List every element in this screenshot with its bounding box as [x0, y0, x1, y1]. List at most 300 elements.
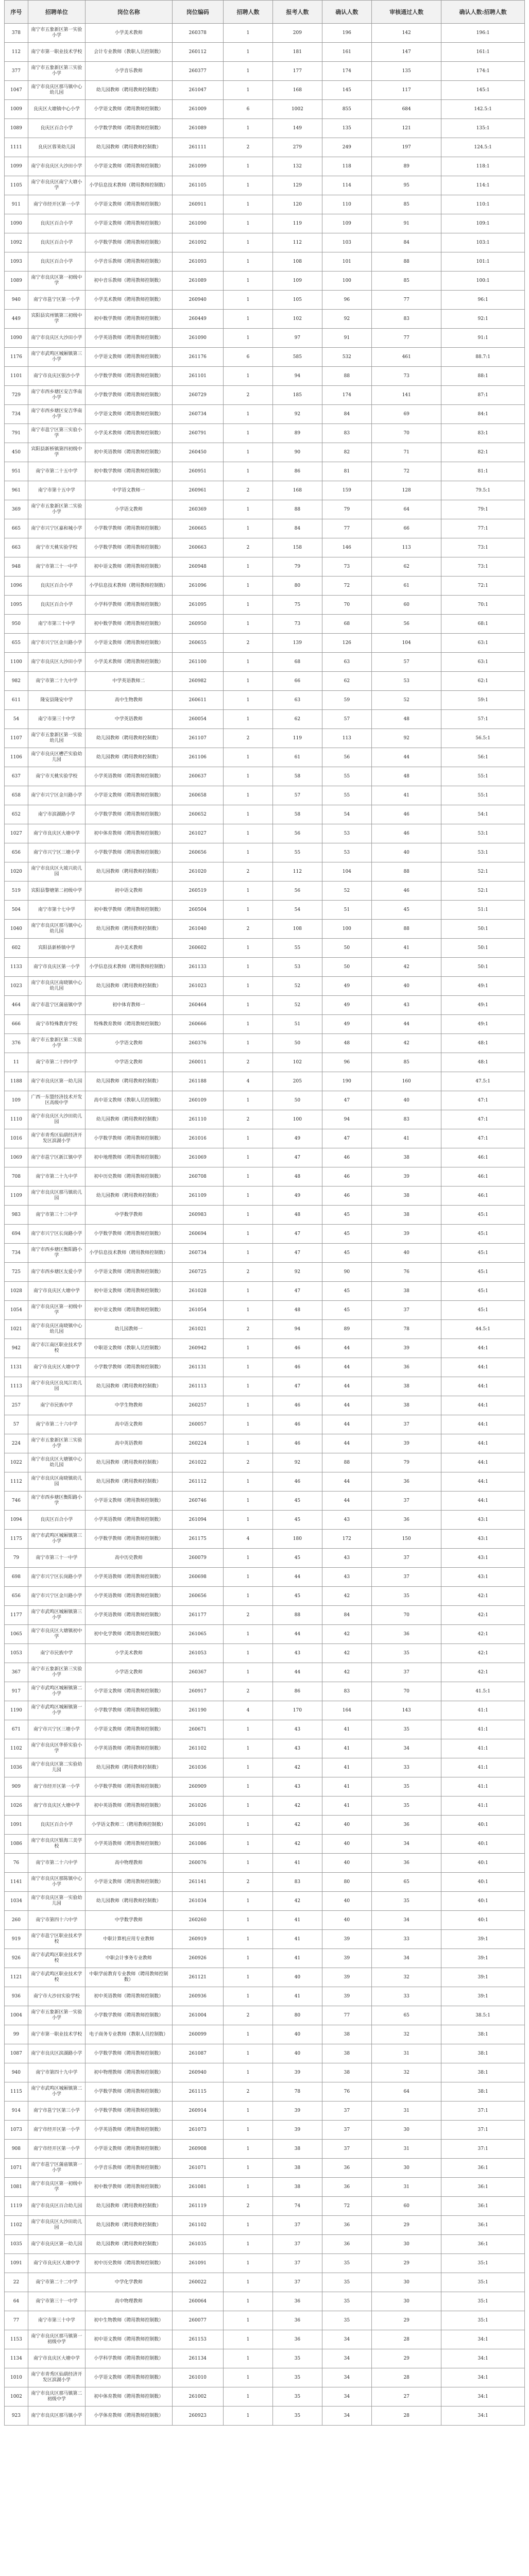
confirmed-count-cell: 41: [322, 1739, 372, 1758]
ratio-cell: 142.5:1: [441, 100, 525, 119]
position-code-cell: 260464: [172, 996, 223, 1015]
employer-cell: 南宁市第二十九中学: [28, 672, 85, 691]
row-index-cell: 936: [5, 1987, 28, 2006]
confirmed-count-cell: 44: [322, 1472, 372, 1492]
row-index-cell: 257: [5, 1396, 28, 1415]
ratio-cell: 45:1: [441, 1244, 525, 1263]
employer-cell: 宾阳县新桥镇中学: [28, 939, 85, 958]
ratio-cell: 70:1: [441, 596, 525, 615]
row-index-cell: 671: [5, 1720, 28, 1739]
confirmed-count-cell: 41: [322, 1758, 372, 1777]
position-cell: 小学语文教师（聘用教师控制数）: [85, 214, 172, 233]
approved-count-cell: 38: [372, 1377, 441, 1396]
approved-count-cell: 33: [372, 1987, 441, 2006]
hiring-count-cell: 1: [223, 2063, 273, 2082]
position-code-cell: 261092: [172, 233, 223, 252]
hiring-count-cell: 2: [223, 2006, 273, 2025]
row-index-cell: 112: [5, 43, 28, 62]
confirmed-count-cell: 40: [322, 1816, 372, 1835]
applicant-count-cell: 37: [273, 2273, 322, 2292]
hiring-count-cell: 1: [223, 1816, 273, 1835]
row-index-cell: 950: [5, 615, 28, 634]
table-row: [5, 1949, 525, 1968]
position-code-cell: 261121: [172, 1968, 223, 1987]
hiring-count-cell: 1: [223, 1167, 273, 1187]
row-index-cell: 655: [5, 634, 28, 653]
table-row: [5, 577, 525, 596]
table-row: [5, 2292, 525, 2311]
confirmed-count-cell: 45: [322, 1206, 372, 1225]
position-cell: 小学语文教师: [85, 1663, 172, 1682]
confirmed-count-cell: 100: [322, 272, 372, 291]
confirmed-count-cell: 45: [322, 1301, 372, 1320]
row-index-cell: 1105: [5, 176, 28, 195]
table-row: [5, 119, 525, 138]
header-cell: 岗位编码: [172, 1, 223, 24]
ratio-cell: 41:1: [441, 1758, 525, 1777]
page: [4, 0, 525, 2426]
applicant-count-cell: 46: [273, 1396, 322, 1415]
hiring-count-cell: 1: [223, 1187, 273, 1206]
approved-count-cell: 66: [372, 519, 441, 538]
applicant-count-cell: 92: [273, 405, 322, 424]
position-cell: 中职学前教育专业教师（聘用教师控制数）: [85, 1968, 172, 1987]
approved-count-cell: 70: [372, 424, 441, 443]
ratio-cell: 41:1: [441, 1777, 525, 1797]
confirmed-count-cell: 46: [322, 1148, 372, 1167]
hiring-count-cell: 1: [223, 367, 273, 386]
row-index-cell: 1131: [5, 1358, 28, 1377]
position-cell: 小学美术教师（聘用教师控制数）: [85, 424, 172, 443]
approved-count-cell: 60: [372, 596, 441, 615]
confirmed-count-cell: 54: [322, 805, 372, 824]
employer-cell: 南宁市良庆区第一小学: [28, 958, 85, 977]
position-code-cell: 260951: [172, 462, 223, 481]
applicant-count-cell: 94: [273, 367, 322, 386]
applicant-count-cell: 177: [273, 62, 322, 81]
ratio-cell: 118:1: [441, 157, 525, 176]
row-index-cell: 1021: [5, 1320, 28, 1339]
approved-count-cell: 35: [372, 1892, 441, 1911]
row-index-cell: 602: [5, 939, 28, 958]
position-code-cell: 260637: [172, 767, 223, 786]
applicant-count-cell: 45: [273, 1549, 322, 1568]
applicant-count-cell: 47: [273, 1225, 322, 1244]
confirmed-count-cell: 96: [322, 1053, 372, 1072]
hiring-count-cell: 1: [223, 2178, 273, 2197]
ratio-cell: 39:1: [441, 1949, 525, 1968]
employer-cell: 南宁市良庆区槽芒实验幼儿园: [28, 748, 85, 767]
employer-cell: 南宁市五象新区第一实验小学: [28, 24, 85, 43]
applicant-count-cell: 56: [273, 824, 322, 843]
confirmed-count-cell: 35: [322, 2311, 372, 2330]
applicant-count-cell: 47: [273, 1148, 322, 1167]
position-code-cell: 260746: [172, 1492, 223, 1511]
position-cell: 特殊教育教师（聘用教师控制数）: [85, 1015, 172, 1034]
hiring-count-cell: 2: [223, 386, 273, 405]
applicant-count-cell: 48: [273, 1167, 322, 1187]
employer-cell: 南宁市经开区第一小学: [28, 2121, 85, 2140]
hiring-count-cell: 1: [223, 977, 273, 996]
ratio-cell: 36:1: [441, 2235, 525, 2254]
approved-count-cell: 79: [372, 1453, 441, 1472]
table-row: [5, 1720, 525, 1739]
position-cell: 初中地理教师（聘用教师控制数）: [85, 1148, 172, 1167]
position-cell: 幼儿园教师（聘用教师控制数）: [85, 1472, 172, 1492]
approved-count-cell: 36: [372, 1816, 441, 1835]
ratio-cell: 72:1: [441, 577, 525, 596]
position-code-cell: 260671: [172, 1720, 223, 1739]
confirmed-count-cell: 44: [322, 1492, 372, 1511]
applicant-count-cell: 585: [273, 348, 322, 367]
position-cell: 中学数学教师: [85, 1911, 172, 1930]
confirmed-count-cell: 34: [322, 2387, 372, 2406]
position-code-cell: 261176: [172, 348, 223, 367]
position-code-cell: 261086: [172, 1835, 223, 1854]
table-row: [5, 615, 525, 634]
position-code-cell: 260519: [172, 882, 223, 901]
approved-count-cell: 36: [372, 1625, 441, 1644]
confirmed-count-cell: 77: [322, 2006, 372, 2025]
position-cell: 小学数学教师（聘用教师控制数）: [85, 1777, 172, 1797]
employer-cell: 南宁市第十七中学: [28, 901, 85, 920]
position-cell: 中学语文教师一: [85, 481, 172, 500]
position-cell: 小学科学教师（聘用教师控制数）: [85, 2349, 172, 2368]
applicant-count-cell: 62: [273, 710, 322, 729]
table-row: [5, 748, 525, 767]
hiring-count-cell: 1: [223, 24, 273, 43]
approved-count-cell: 40: [372, 1091, 441, 1110]
row-index-cell: 1028: [5, 1282, 28, 1301]
confirmed-count-cell: 118: [322, 157, 372, 176]
position-code-cell: 261096: [172, 577, 223, 596]
position-cell: 小学数学教师（聘用教师控制数）: [85, 843, 172, 862]
ratio-cell: 36:1: [441, 2178, 525, 2197]
table-row: [5, 1339, 525, 1358]
position-code-cell: 261010: [172, 2368, 223, 2387]
employer-cell: 南宁市第四十九中学: [28, 2063, 85, 2082]
approved-count-cell: 36: [372, 1358, 441, 1377]
ratio-cell: 79:1: [441, 500, 525, 519]
applicant-count-cell: 94: [273, 1320, 322, 1339]
hiring-count-cell: 2: [223, 1873, 273, 1892]
employer-cell: 南宁市第二十五中学: [28, 462, 85, 481]
confirmed-count-cell: 83: [322, 1682, 372, 1701]
confirmed-count-cell: 42: [322, 1644, 372, 1663]
employer-cell: 南宁市良庆区银沙小学: [28, 367, 85, 386]
hiring-count-cell: 1: [223, 1434, 273, 1453]
position-cell: 幼儿园教师一: [85, 1320, 172, 1339]
header-row: [5, 1, 525, 24]
position-cell: 初中化学教师（聘用教师控制数）: [85, 1625, 172, 1644]
row-index-cell: 734: [5, 1244, 28, 1263]
position-code-cell: 260917: [172, 1682, 223, 1701]
hiring-count-cell: 2: [223, 1053, 273, 1072]
confirmed-count-cell: 43: [322, 1568, 372, 1587]
applicant-count-cell: 209: [273, 24, 322, 43]
position-code-cell: 261071: [172, 2159, 223, 2178]
position-cell: 小学数学教师（聘用教师控制数）: [85, 519, 172, 538]
employer-cell: 南宁市良庆区大沙田幼儿园: [28, 2216, 85, 2235]
position-code-cell: 261133: [172, 958, 223, 977]
ratio-cell: 40:1: [441, 1854, 525, 1873]
table-row: [5, 691, 525, 710]
table-row: [5, 920, 525, 939]
ratio-cell: 45:1: [441, 1225, 525, 1244]
position-cell: 小学数学教师（聘用教师控制数）: [85, 1358, 172, 1377]
table-row: [5, 1606, 525, 1625]
position-code-cell: 260064: [172, 2292, 223, 2311]
employer-cell: 南宁市第一职业技术学校: [28, 43, 85, 62]
position-code-cell: 261002: [172, 2387, 223, 2406]
table-row: [5, 710, 525, 729]
confirmed-count-cell: 40: [322, 1854, 372, 1873]
confirmed-count-cell: 104: [322, 862, 372, 882]
position-code-cell: 260378: [172, 24, 223, 43]
ratio-cell: 38:1: [441, 2025, 525, 2044]
ratio-cell: 79.5:1: [441, 481, 525, 500]
employer-cell: 南宁市第三十中学: [28, 2311, 85, 2330]
position-code-cell: 260260: [172, 1911, 223, 1930]
ratio-cell: 48:1: [441, 1034, 525, 1053]
approved-count-cell: 461: [372, 348, 441, 367]
position-code-cell: 261073: [172, 2121, 223, 2140]
ratio-cell: 34:1: [441, 2330, 525, 2349]
table-row: [5, 2063, 525, 2082]
table-row: [5, 1568, 525, 1587]
approved-count-cell: 69: [372, 405, 441, 424]
employer-cell: 南宁市武鸣区城厢镇第一小学: [28, 1701, 85, 1720]
hiring-count-cell: 1: [223, 1644, 273, 1663]
row-index-cell: 1002: [5, 2387, 28, 2406]
position-code-cell: 260224: [172, 1434, 223, 1453]
position-cell: 高中物理教师: [85, 1854, 172, 1873]
approved-count-cell: 92: [372, 729, 441, 748]
ratio-cell: 44:1: [441, 1453, 525, 1472]
position-cell: 初中体育教师一: [85, 996, 172, 1015]
table-row: [5, 1377, 525, 1396]
employer-cell: 南宁市邕宁区职业技术学校: [28, 1930, 85, 1949]
table-row: [5, 1911, 525, 1930]
confirmed-count-cell: 38: [322, 2025, 372, 2044]
table-row: [5, 596, 525, 615]
hiring-count-cell: 1: [223, 1415, 273, 1434]
position-code-cell: 261112: [172, 1472, 223, 1492]
confirmed-count-cell: 103: [322, 233, 372, 252]
row-index-cell: 666: [5, 1015, 28, 1034]
ratio-cell: 44:1: [441, 1415, 525, 1434]
position-code-cell: 260658: [172, 786, 223, 805]
applicant-count-cell: 168: [273, 481, 322, 500]
confirmed-count-cell: 49: [322, 977, 372, 996]
hiring-count-cell: 1: [223, 291, 273, 310]
approved-count-cell: 38: [372, 1148, 441, 1167]
confirmed-count-cell: 109: [322, 214, 372, 233]
confirmed-count-cell: 35: [322, 2254, 372, 2273]
approved-count-cell: 38: [372, 1282, 441, 1301]
position-cell: 小学数学教师（聘用教师控制数）: [85, 2102, 172, 2121]
position-cell: 幼儿园教师（聘用教师控制数）: [85, 2235, 172, 2254]
confirmed-count-cell: 45: [322, 1244, 372, 1263]
table-row: [5, 786, 525, 805]
applicant-count-cell: 38: [273, 2140, 322, 2159]
position-code-cell: 260908: [172, 2140, 223, 2159]
applicant-count-cell: 37: [273, 2235, 322, 2254]
approved-count-cell: 71: [372, 443, 441, 462]
confirmed-count-cell: 63: [322, 653, 372, 672]
hiring-count-cell: 2: [223, 862, 273, 882]
employer-cell: 南宁市良庆区那马镇第二初级中学: [28, 2387, 85, 2406]
confirmed-count-cell: 44: [322, 1377, 372, 1396]
ratio-cell: 38:1: [441, 2063, 525, 2082]
row-index-cell: 908: [5, 2140, 28, 2159]
employer-cell: 南宁市兴宁区金川路小学: [28, 634, 85, 653]
approved-count-cell: 46: [372, 805, 441, 824]
confirmed-count-cell: 36: [322, 2235, 372, 2254]
hiring-count-cell: 1: [223, 2387, 273, 2406]
approved-count-cell: 41: [372, 786, 441, 805]
hiring-count-cell: 4: [223, 1701, 273, 1720]
confirmed-count-cell: 47: [322, 1129, 372, 1148]
hiring-count-cell: 1: [223, 1377, 273, 1396]
approved-count-cell: 113: [372, 538, 441, 557]
employer-cell: 宾阳县宾州镇第三初级中学: [28, 310, 85, 329]
employer-cell: 南宁市兴宁区三塘小学: [28, 843, 85, 862]
applicant-count-cell: 35: [273, 2406, 322, 2426]
row-index-cell: 1065: [5, 1625, 28, 1644]
hiring-count-cell: 1: [223, 1034, 273, 1053]
ratio-cell: 88.7:1: [441, 348, 525, 367]
table-row: [5, 252, 525, 272]
position-cell: 小学英语教师（聘用教师控制数）: [85, 2121, 172, 2140]
confirmed-count-cell: 82: [322, 443, 372, 462]
confirmed-count-cell: 68: [322, 615, 372, 634]
hiring-count-cell: 1: [223, 824, 273, 843]
row-index-cell: 519: [5, 882, 28, 901]
confirmed-count-cell: 855: [322, 100, 372, 119]
row-index-cell: 1101: [5, 367, 28, 386]
row-index-cell: 1089: [5, 119, 28, 138]
employer-cell: 南宁市邕宁区蒲庙镇中学: [28, 996, 85, 1015]
applicant-count-cell: 57: [273, 786, 322, 805]
employer-cell: 南宁市民族中学: [28, 1396, 85, 1415]
position-code-cell: 260011: [172, 1053, 223, 1072]
position-cell: 小学音乐教师: [85, 62, 172, 81]
recruitment-table: [4, 0, 525, 2426]
ratio-cell: 63:1: [441, 653, 525, 672]
hiring-count-cell: 1: [223, 1339, 273, 1358]
position-code-cell: 260734: [172, 405, 223, 424]
row-index-cell: 637: [5, 767, 28, 786]
hiring-count-cell: 1: [223, 1968, 273, 1987]
table-row: [5, 2159, 525, 2178]
row-index-cell: 698: [5, 1568, 28, 1587]
position-code-cell: 261004: [172, 2006, 223, 2025]
hiring-count-cell: 1: [223, 272, 273, 291]
confirmed-count-cell: 76: [322, 2082, 372, 2102]
confirmed-count-cell: 57: [322, 710, 372, 729]
approved-count-cell: 89: [372, 157, 441, 176]
position-cell: 小学语文教师（聘用教师控制数）: [85, 1682, 172, 1701]
applicant-count-cell: 90: [273, 443, 322, 462]
approved-count-cell: 28: [372, 2406, 441, 2426]
applicant-count-cell: 41: [273, 1854, 322, 1873]
approved-count-cell: 42: [372, 958, 441, 977]
table-row: [5, 2178, 525, 2197]
position-cell: 中学生物教师: [85, 1396, 172, 1415]
confirmed-count-cell: 135: [322, 119, 372, 138]
hiring-count-cell: 1: [223, 557, 273, 577]
position-code-cell: 260257: [172, 1396, 223, 1415]
table-row: [5, 138, 525, 157]
confirmed-count-cell: 84: [322, 1606, 372, 1625]
employer-cell: 南宁市第三十一中学: [28, 557, 85, 577]
row-index-cell: 1091: [5, 1816, 28, 1835]
ratio-cell: 73:1: [441, 557, 525, 577]
position-code-cell: 261119: [172, 2197, 223, 2216]
position-cell: 高中历史教师: [85, 1549, 172, 1568]
confirmed-count-cell: 35: [322, 2292, 372, 2311]
hiring-count-cell: 1: [223, 615, 273, 634]
ratio-cell: 44:1: [441, 1377, 525, 1396]
position-code-cell: 261115: [172, 2082, 223, 2102]
employer-cell: 南宁市良庆区那马镇小学: [28, 2406, 85, 2426]
ratio-cell: 49:1: [441, 977, 525, 996]
employer-cell: 南宁市第二十二中学: [28, 2273, 85, 2292]
row-index-cell: 1092: [5, 233, 28, 252]
approved-count-cell: 28: [372, 2368, 441, 2387]
applicant-count-cell: 51: [273, 1015, 322, 1034]
hiring-count-cell: 1: [223, 214, 273, 233]
confirmed-count-cell: 172: [322, 1530, 372, 1549]
hiring-count-cell: 1: [223, 1282, 273, 1301]
approved-count-cell: 30: [372, 2235, 441, 2254]
table-row: [5, 405, 525, 424]
approved-count-cell: 39: [372, 1167, 441, 1187]
ratio-cell: 91:1: [441, 329, 525, 348]
confirmed-count-cell: 50: [322, 939, 372, 958]
row-index-cell: 1091: [5, 2254, 28, 2273]
position-code-cell: 261065: [172, 1625, 223, 1644]
position-cell: 小学语文教师（聘用教师控制数）: [85, 1873, 172, 1892]
applicant-count-cell: 105: [273, 291, 322, 310]
position-cell: 幼儿园教师（聘用教师控制数）: [85, 1758, 172, 1777]
row-index-cell: 450: [5, 443, 28, 462]
hiring-count-cell: 6: [223, 348, 273, 367]
row-index-cell: 1081: [5, 2178, 28, 2197]
approved-count-cell: 70: [372, 1606, 441, 1625]
applicant-count-cell: 36: [273, 2292, 322, 2311]
position-code-cell: 260950: [172, 615, 223, 634]
row-index-cell: 791: [5, 424, 28, 443]
employer-cell: 南宁市良庆区大坡兴幼儿园: [28, 862, 85, 882]
ratio-cell: 46:1: [441, 1187, 525, 1206]
confirmed-count-cell: 96: [322, 291, 372, 310]
employer-cell: 宾阳县黎塘第二初级中学: [28, 882, 85, 901]
ratio-cell: 40:1: [441, 1892, 525, 1911]
hiring-count-cell: 1: [223, 500, 273, 519]
position-cell: 小学科学教师（聘用教师控制数）: [85, 596, 172, 615]
position-cell: 幼儿园教师（聘用教师控制数）: [85, 1453, 172, 1472]
hiring-count-cell: 1: [223, 1892, 273, 1911]
ratio-cell: 145:1: [441, 81, 525, 100]
applicant-count-cell: 44: [273, 1568, 322, 1587]
position-cell: 初中语文教师（聘用教师控制数）: [85, 2330, 172, 2349]
ratio-cell: 44:1: [441, 1396, 525, 1415]
hiring-count-cell: 1: [223, 653, 273, 672]
position-code-cell: 261111: [172, 138, 223, 157]
row-index-cell: 658: [5, 786, 28, 805]
